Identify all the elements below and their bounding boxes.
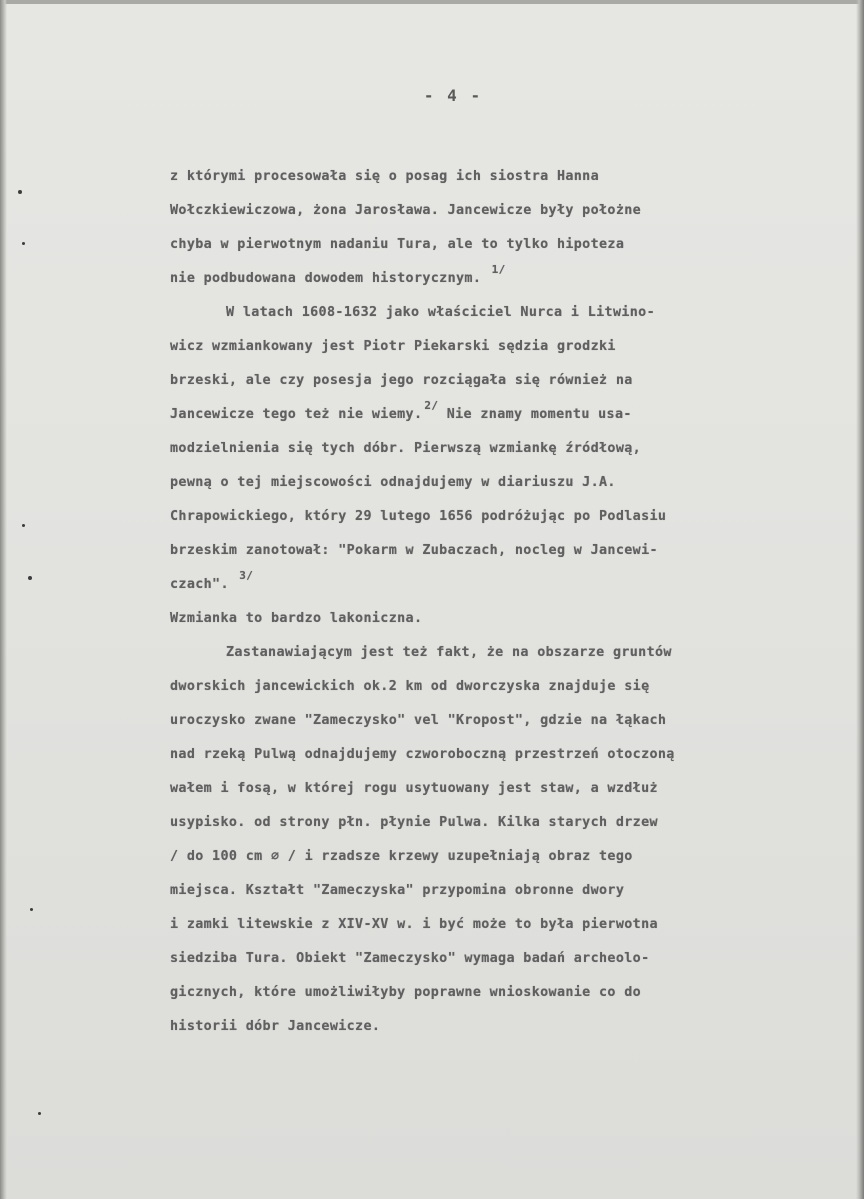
page-number: - 4 - xyxy=(423,86,483,105)
line-text: nie podbudowana dowodem historycznym. xyxy=(170,271,490,286)
line-text: brzeskim zanotował: "Pokarm w Zubaczach, nocleg w Jancewi- xyxy=(170,543,658,558)
text-line xyxy=(170,432,830,466)
line-text: siedziba Tura. Obiekt "Zameczysko" wymaga badań archeolo- xyxy=(170,951,650,966)
text-line xyxy=(170,194,830,228)
line-text: nad rzeką Pulwą odnajdujemy czworoboczną przestrzeń otoczoną xyxy=(170,747,675,762)
punch-mark xyxy=(30,908,33,911)
text-line xyxy=(170,534,830,568)
footnote-marker: 1/ xyxy=(491,263,506,276)
line-text: historii dóbr Jancewicze. xyxy=(170,1019,381,1034)
text-line xyxy=(170,364,830,398)
text-line xyxy=(170,806,830,840)
line-text: z którymi procesowała się o posag ich siostra Hanna xyxy=(170,169,600,184)
text-line xyxy=(170,568,830,602)
text-line xyxy=(170,704,830,738)
text-line xyxy=(170,602,830,636)
line-text: wicz wzmiankowany jest Piotr Piekarski sędzia grodzki xyxy=(170,339,616,354)
line-text: usypisko. od strony płn. płynie Pulwa. Kilka starych drzew xyxy=(170,815,658,830)
line-text: wałem i fosą, w której rogu usytuowany jest staw, a wzdłuż xyxy=(170,781,658,796)
text-line xyxy=(170,228,830,262)
line-text: brzeski, ale czy posesja jego rozciągała się również na xyxy=(170,373,633,388)
line-text: modzielnienia się tych dóbr. Pierwszą wzmiankę źródłową, xyxy=(170,441,642,456)
line-text: gicznych, które umożliwiłyby poprawne wnioskowanie co do xyxy=(170,985,642,1000)
punch-mark xyxy=(22,524,25,527)
text-line xyxy=(170,874,830,908)
footnote-marker: 3/ xyxy=(239,569,254,582)
page-left-edge xyxy=(0,0,7,1199)
text-line xyxy=(170,466,830,500)
text-line xyxy=(170,670,830,704)
text-line xyxy=(170,296,830,330)
line-text-continued: Nie znamy momentu usa- xyxy=(438,407,632,422)
text-line xyxy=(170,160,830,194)
text-line xyxy=(170,908,830,942)
line-text: czach". xyxy=(170,577,238,592)
text-line xyxy=(170,738,830,772)
text-line xyxy=(170,500,830,534)
punch-mark xyxy=(22,242,25,245)
line-text: Chrapowickiego, który 29 lutego 1656 podróżując po Podlasiu xyxy=(170,509,667,524)
line-text: uroczysko zwane "Zameczysko" vel "Kropost", gdzie na łąkach xyxy=(170,713,667,728)
text-line xyxy=(170,398,830,432)
text-line xyxy=(170,942,830,976)
punch-mark xyxy=(18,190,22,194)
page-right-edge xyxy=(856,0,864,1199)
text-line xyxy=(170,262,830,296)
line-text: / do 100 cm ∅ / i rzadsze krzewy uzupełniają obraz tego xyxy=(170,849,633,864)
line-text: i zamki litewskie z XIV-XV w. i być może to była pierwotna xyxy=(170,917,658,932)
punch-mark xyxy=(38,1112,41,1115)
page-top-edge xyxy=(0,0,864,4)
punch-mark xyxy=(28,576,32,580)
line-text: Jancewicze tego też nie wiemy. xyxy=(170,407,423,422)
text-line xyxy=(170,1010,830,1044)
line-text: Wzmianka to bardzo lakoniczna. xyxy=(170,611,423,626)
document-body xyxy=(170,160,830,1044)
line-text: W latach 1608-1632 jako właściciel Nurca i Litwino- xyxy=(226,305,656,320)
text-line xyxy=(170,330,830,364)
line-text: dworskich jancewickich ok.2 km od dworczyska znajduje się xyxy=(170,679,650,694)
footnote-marker: 2/ xyxy=(424,399,439,412)
line-text: miejsca. Kształt "Zameczyska" przypomina obronne dwory xyxy=(170,883,625,898)
line-text: Zastanawiającym jest też fakt, że na obszarze gruntów xyxy=(226,645,672,660)
text-line xyxy=(170,840,830,874)
text-line xyxy=(170,976,830,1010)
line-text: Wołczkiewiczowa, żona Jarosława. Jancewicze były położne xyxy=(170,203,642,218)
line-text: chyba w pierwotnym nadaniu Tura, ale to tylko hipoteza xyxy=(170,237,625,252)
line-text: pewną o tej miejscowości odnajdujemy w diariuszu J.A. xyxy=(170,475,616,490)
text-line xyxy=(170,772,830,806)
text-line xyxy=(170,636,830,670)
